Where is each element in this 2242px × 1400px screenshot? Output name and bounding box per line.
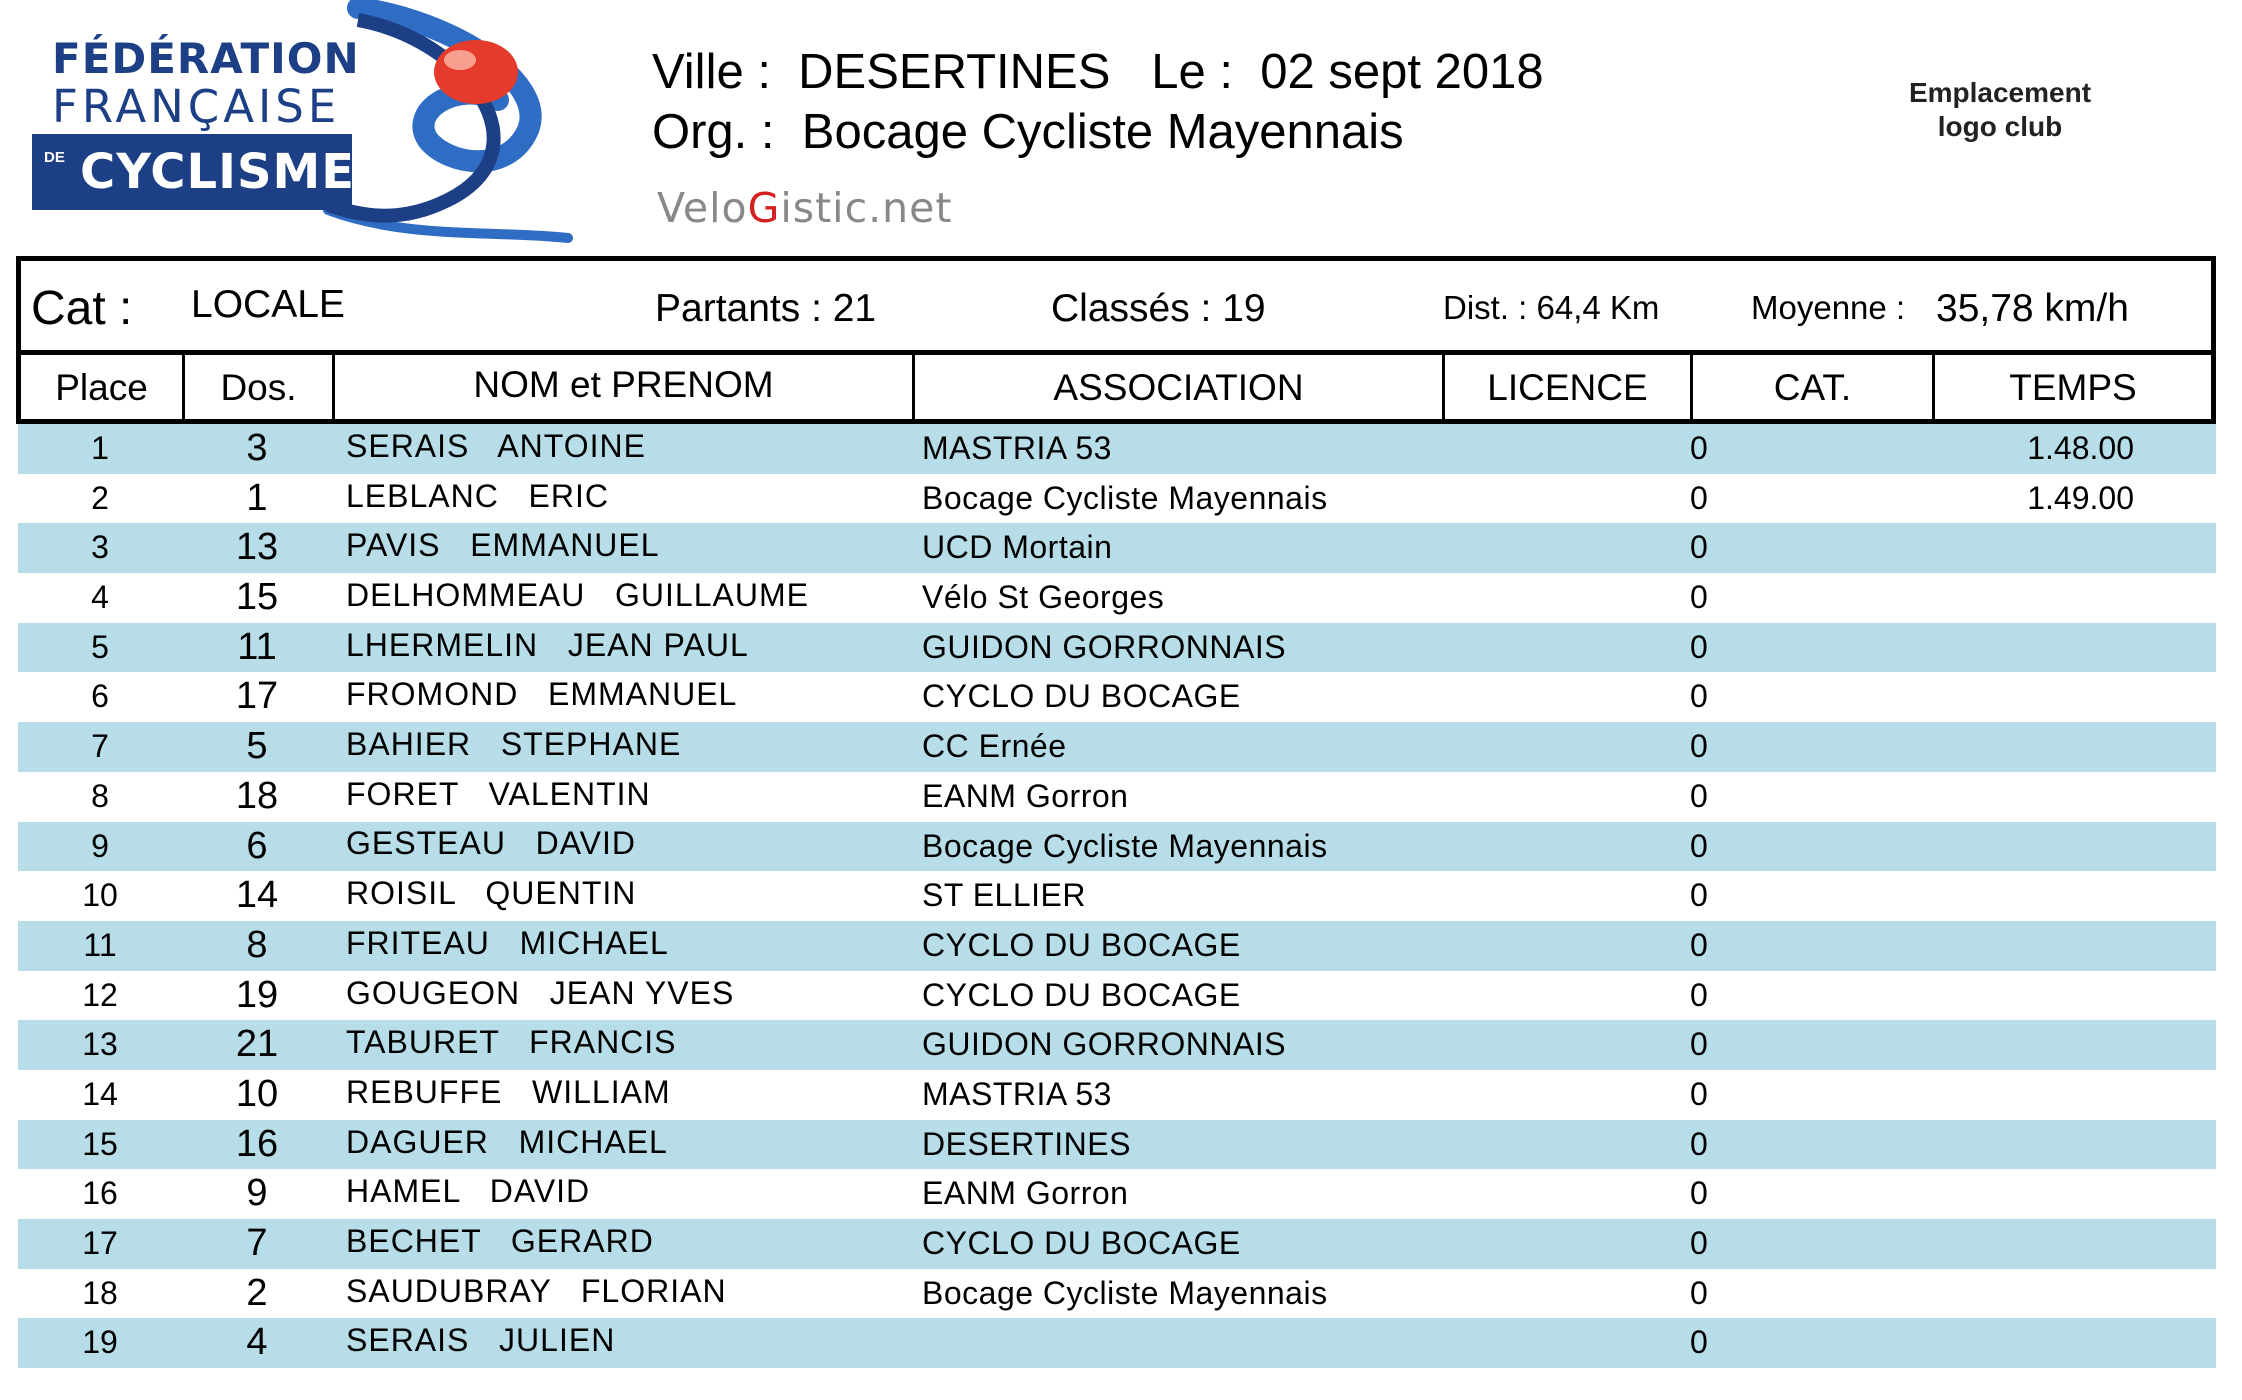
cell-place: 1 <box>91 430 109 466</box>
col-cat: CAT. <box>1693 355 1935 419</box>
cell-nom: GOUGEON JEAN YVES <box>346 974 735 1011</box>
cell-dos: 1 <box>246 476 268 519</box>
cell-dos: 19 <box>235 973 279 1016</box>
cell-dos: 16 <box>235 1122 279 1165</box>
results-table <box>18 424 2216 1368</box>
cell-cat: 0 <box>1690 1225 1708 1261</box>
date-label: Le : <box>1151 45 1233 99</box>
race-info-bar <box>16 256 2216 350</box>
cell-cat: 0 <box>1690 1075 1708 1112</box>
cat-label: Cat : <box>31 282 133 335</box>
org-value: Bocage Cycliste Mayennais <box>801 105 1404 159</box>
cell-nom: LEBLANC ERIC <box>346 477 609 514</box>
club-logo-placeholder <box>1880 76 2120 144</box>
cell-nom: DAGUER MICHAEL <box>346 1123 668 1160</box>
cell-place: 7 <box>91 728 109 765</box>
partants: Partants : 21 <box>655 287 877 330</box>
cell-association: CC Ernée <box>922 728 1067 765</box>
cell-dos: 21 <box>235 1023 279 1066</box>
cell-place: 13 <box>82 1026 118 1063</box>
velogistic-part-g: G <box>747 184 781 232</box>
cell-cat: 0 <box>1690 926 1708 963</box>
cell-place: 12 <box>82 976 118 1013</box>
ffc-logo <box>28 0 588 248</box>
moyenne-value: 35,78 km/h <box>1936 287 2129 330</box>
cell-cat: 0 <box>1690 1324 1708 1361</box>
col-place: Place <box>21 355 185 419</box>
table-row <box>18 921 2216 971</box>
col-association: ASSOCIATION <box>915 355 1445 419</box>
table-row <box>18 1120 2216 1170</box>
cell-nom: PAVIS EMMANUEL <box>346 527 660 564</box>
table-row <box>18 523 2216 573</box>
cell-cat: 0 <box>1690 479 1708 516</box>
cell-association: EANM Gorron <box>922 1175 1129 1212</box>
cell-dos: 5 <box>246 725 268 768</box>
cell-nom: LHERMELIN JEAN PAUL <box>346 626 749 663</box>
cell-place: 16 <box>82 1175 118 1212</box>
cell-nom: TABURET FRANCIS <box>346 1024 677 1061</box>
cell-cat: 0 <box>1690 678 1708 715</box>
cell-place: 4 <box>91 579 109 616</box>
cell-dos: 7 <box>246 1222 268 1264</box>
cell-place: 14 <box>82 1075 118 1112</box>
cell-association: Bocage Cycliste Mayennais <box>922 1274 1328 1311</box>
classes: Classés : 19 <box>1051 287 1266 330</box>
cell-temps: 1.49.00 <box>2027 479 2134 516</box>
cell-nom: DELHOMMEAU GUILLAUME <box>346 577 809 614</box>
logo-de: DE <box>44 149 65 166</box>
velogistic-part-b: istic.net <box>780 184 953 232</box>
org-line <box>652 104 1404 160</box>
cell-association: CYCLO DU BOCAGE <box>922 678 1241 715</box>
cell-nom: BECHET GERARD <box>346 1222 654 1259</box>
distance: Dist. : 64,4 Km <box>1443 289 1660 326</box>
org-label: Org. : <box>652 105 775 159</box>
cell-dos: 15 <box>235 576 279 619</box>
table-row <box>18 772 2216 822</box>
cell-place: 3 <box>91 529 109 566</box>
col-temps: TEMPS <box>2009 367 2137 408</box>
cell-association: UCD Mortain <box>922 529 1113 566</box>
emplacement-line1: Emplacement <box>1908 77 2092 108</box>
cell-cat: 0 <box>1690 1175 1708 1212</box>
velogistic-part-a: Velo <box>657 184 748 232</box>
col-licence: LICENCE <box>1445 355 1693 419</box>
table-row <box>18 1269 2216 1319</box>
cell-association: EANM Gorron <box>922 777 1129 814</box>
cell-cat: 0 <box>1690 628 1708 665</box>
cell-dos: 6 <box>246 824 268 867</box>
table-row <box>18 971 2216 1021</box>
cell-place: 17 <box>82 1225 118 1261</box>
cell-association: CYCLO DU BOCAGE <box>922 926 1241 963</box>
cell-dos: 11 <box>237 625 277 668</box>
cell-dos: 8 <box>246 923 268 966</box>
cell-nom: REBUFFE WILLIAM <box>346 1073 671 1110</box>
table-row <box>18 424 2216 474</box>
cell-association: MASTRIA 53 <box>922 430 1112 466</box>
col-nom: NOM et PRENOM <box>335 355 915 419</box>
table-row <box>18 474 2216 524</box>
cell-dos: 2 <box>246 1271 268 1314</box>
cell-nom: SERAIS ANTOINE <box>346 427 646 464</box>
cell-cat: 0 <box>1690 827 1708 864</box>
cell-nom: FORET VALENTIN <box>346 775 651 812</box>
cell-nom: GESTEAU DAVID <box>346 825 637 862</box>
cell-dos: 9 <box>246 1172 268 1215</box>
cell-association: ST ELLIER <box>922 877 1086 914</box>
cell-cat: 0 <box>1690 1274 1708 1311</box>
cell-place: 8 <box>91 777 109 814</box>
cell-cat: 0 <box>1690 1125 1708 1162</box>
cell-temps: 1.48.00 <box>2027 430 2134 466</box>
logo-line-cyclisme: CYCLISME <box>80 144 356 200</box>
cell-nom: SAUDUBRAY FLORIAN <box>346 1272 727 1309</box>
cell-place: 11 <box>83 926 117 963</box>
cell-place: 15 <box>82 1125 118 1162</box>
table-row <box>18 822 2216 872</box>
cell-association: CYCLO DU BOCAGE <box>922 976 1241 1013</box>
table-row <box>18 1020 2216 1070</box>
cell-nom: FROMOND EMMANUEL <box>346 676 738 713</box>
cell-cat: 0 <box>1690 877 1708 914</box>
table-row <box>18 573 2216 623</box>
logo-line-federation: FÉDÉRATION <box>52 34 360 83</box>
cell-nom: HAMEL DAVID <box>346 1173 591 1210</box>
cell-dos: 14 <box>235 874 279 917</box>
logo-line-francaise: FRANÇAISE <box>52 80 341 133</box>
cell-cat: 0 <box>1690 777 1708 814</box>
cell-cat: 0 <box>1690 579 1708 616</box>
ville-value: DESERTINES <box>798 45 1111 99</box>
cell-nom: SERAIS JULIEN <box>346 1322 616 1359</box>
cell-cat: 0 <box>1690 529 1708 566</box>
table-row <box>18 1169 2216 1219</box>
col-dos: Dos. <box>185 355 335 419</box>
table-row <box>18 1219 2216 1269</box>
cell-association: CYCLO DU BOCAGE <box>922 1225 1241 1261</box>
table-row <box>18 1318 2216 1368</box>
date-value: 02 sept 2018 <box>1260 45 1544 99</box>
ville-label: Ville : <box>652 45 771 99</box>
cell-association: DESERTINES <box>922 1125 1131 1162</box>
cell-cat: 0 <box>1690 976 1708 1013</box>
cell-place: 6 <box>91 678 109 715</box>
cell-nom: ROISIL QUENTIN <box>346 875 637 912</box>
cell-dos: 17 <box>235 675 279 718</box>
cell-association: Bocage Cycliste Mayennais <box>922 479 1328 516</box>
table-row <box>18 672 2216 722</box>
cell-nom: FRITEAU MICHAEL <box>346 924 669 961</box>
cell-place: 5 <box>91 628 109 665</box>
cell-cat: 0 <box>1690 728 1708 765</box>
cell-place: 19 <box>82 1324 118 1361</box>
cell-dos: 10 <box>235 1072 279 1115</box>
cell-place: 9 <box>91 827 109 864</box>
table-row <box>18 722 2216 772</box>
cell-nom: BAHIER STEPHANE <box>346 726 682 763</box>
table-header <box>16 350 2216 424</box>
emplacement-line2: logo club <box>1937 111 2063 142</box>
table-row <box>18 1070 2216 1120</box>
cell-association: Vélo St Georges <box>922 579 1165 616</box>
cell-place: 18 <box>82 1274 118 1311</box>
cell-dos: 3 <box>246 427 268 469</box>
cell-dos: 4 <box>246 1321 268 1364</box>
cell-cat: 0 <box>1690 1026 1708 1063</box>
cell-association: GUIDON GORRONNAIS <box>922 1026 1287 1063</box>
moyenne-label: Moyenne : <box>1751 289 1906 326</box>
cell-place: 10 <box>82 877 118 914</box>
cell-association: GUIDON GORRONNAIS <box>922 628 1287 665</box>
cell-association: Bocage Cycliste Mayennais <box>922 827 1328 864</box>
velogistic-link[interactable] <box>657 184 952 232</box>
table-row <box>18 871 2216 921</box>
cell-dos: 13 <box>235 526 279 569</box>
cell-place: 2 <box>91 479 109 516</box>
cell-cat: 0 <box>1690 430 1708 466</box>
cell-association: MASTRIA 53 <box>922 1075 1112 1112</box>
table-row <box>18 623 2216 673</box>
cat-value: LOCALE <box>191 283 345 326</box>
ville-line <box>652 44 1544 100</box>
cell-dos: 18 <box>235 774 279 817</box>
